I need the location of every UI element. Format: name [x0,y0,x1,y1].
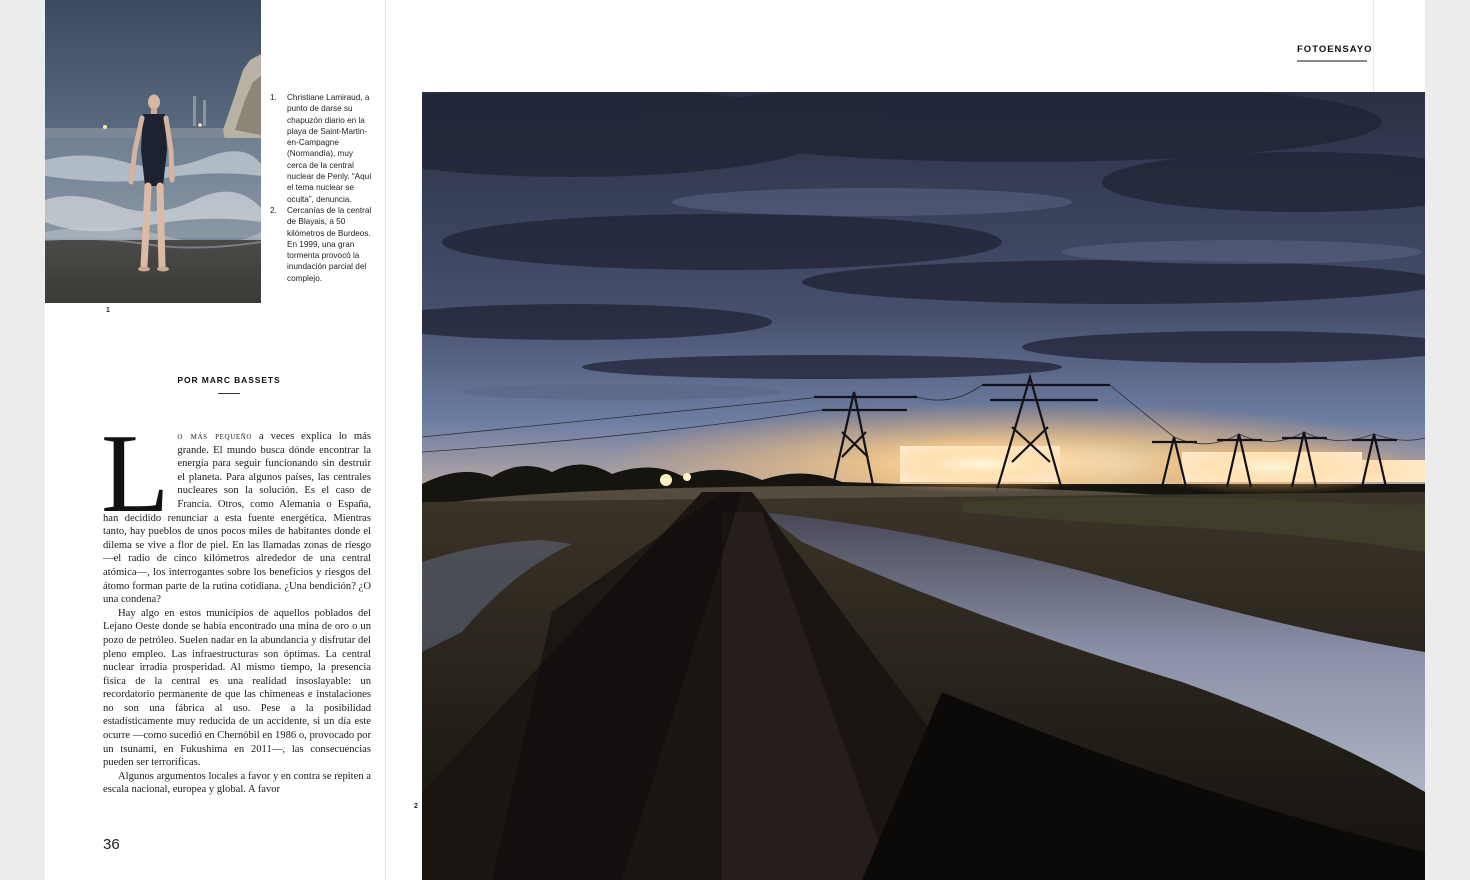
paragraph-2: Hay algo en estos municipios de aquellos poblados del Lejano Oeste donde se había encontrado una mina de oro o un pozo de petróleo. Suelen nadar en la abundancia y disfrutar del pleno empleo. Las infraestructuras son óptimas. La central nuclear irradia prosperidad. Al mismo tiempo, la presencia física de la central es una realidad insoslayable: un recordatorio permanente de que las chimeneas e instalaciones no son una fábrica al uso. Pese a la posibilidad estadísticamente muy reducida de un accidente, si un día este ocurre —como sucedió en Chernóbil en 1986 o, provocado por un tsunami, en Fukushima en 2011—, las consecuencias pueden ser terroríficas. [103,607,371,769]
caption-1 [270,92,374,205]
caption-2-text: Cercanías de la central de Blayais, a 50 kilómetros de Burdeos. En 1999, una gran tormenta provocó la inundación parcial del complejo. [287,205,372,283]
article-body [101,412,371,797]
section-label-underline [1297,60,1367,62]
paragraph-1 [101,412,371,607]
drop-cap: L [101,412,170,536]
paragraph-3: Algunos argumentos locales a favor y en contra se repiten a escala nacional, europea y global. A favor [103,770,371,796]
lead-in: o más pequeño [177,431,253,442]
caption-2-number: 2. [270,205,277,215]
caption-1-text: Christiane Lamiraud, a punto de darse su chapuzón diario en la playa de Saint-Martin-en-Campagne (Normandía), muy cerca de la central nuclear de Penly. “Aquí el tema nuclear se oculta”, denuncia. [287,93,372,204]
page-number: 36 [103,836,120,853]
photo-captions [270,92,374,284]
figure-number-1: 1 [106,307,110,314]
caption-1-number: 1. [270,93,277,102]
paragraph-1-text: a veces explica lo más grande. El mundo busca dónde encontrar la energía para seguir funcionando sin destruir el planeta. Para algunos países, las centrales nucleares son la solución. Es el caso de Francia. Otros, como Alemania o España, han decidido renunciar a esta fuente energética. Mientras tanto, hay pueblos de unos pocos miles de habitantes donde el dilema se vive a flor de piel. En las llamadas zonas de riesgo —el radio de cinco kilómetros alrededor de una central atómica—, los interrogantes sobre los beneficios y riesgos del átomo forman parte de la rutina cotidiana. ¿Una bendición? ¿O una condena? [103,431,371,606]
photo-beach-swimmer [45,0,261,303]
section-label: FOTOENSAYO [1297,44,1373,55]
byline: POR MARC BASSETS [177,375,281,385]
header-divider [1373,0,1374,92]
figure-number-2: 2 [414,803,418,810]
caption-2 [270,205,374,284]
byline-rule [218,393,240,394]
photo-power-plant-dusk [422,92,1425,880]
